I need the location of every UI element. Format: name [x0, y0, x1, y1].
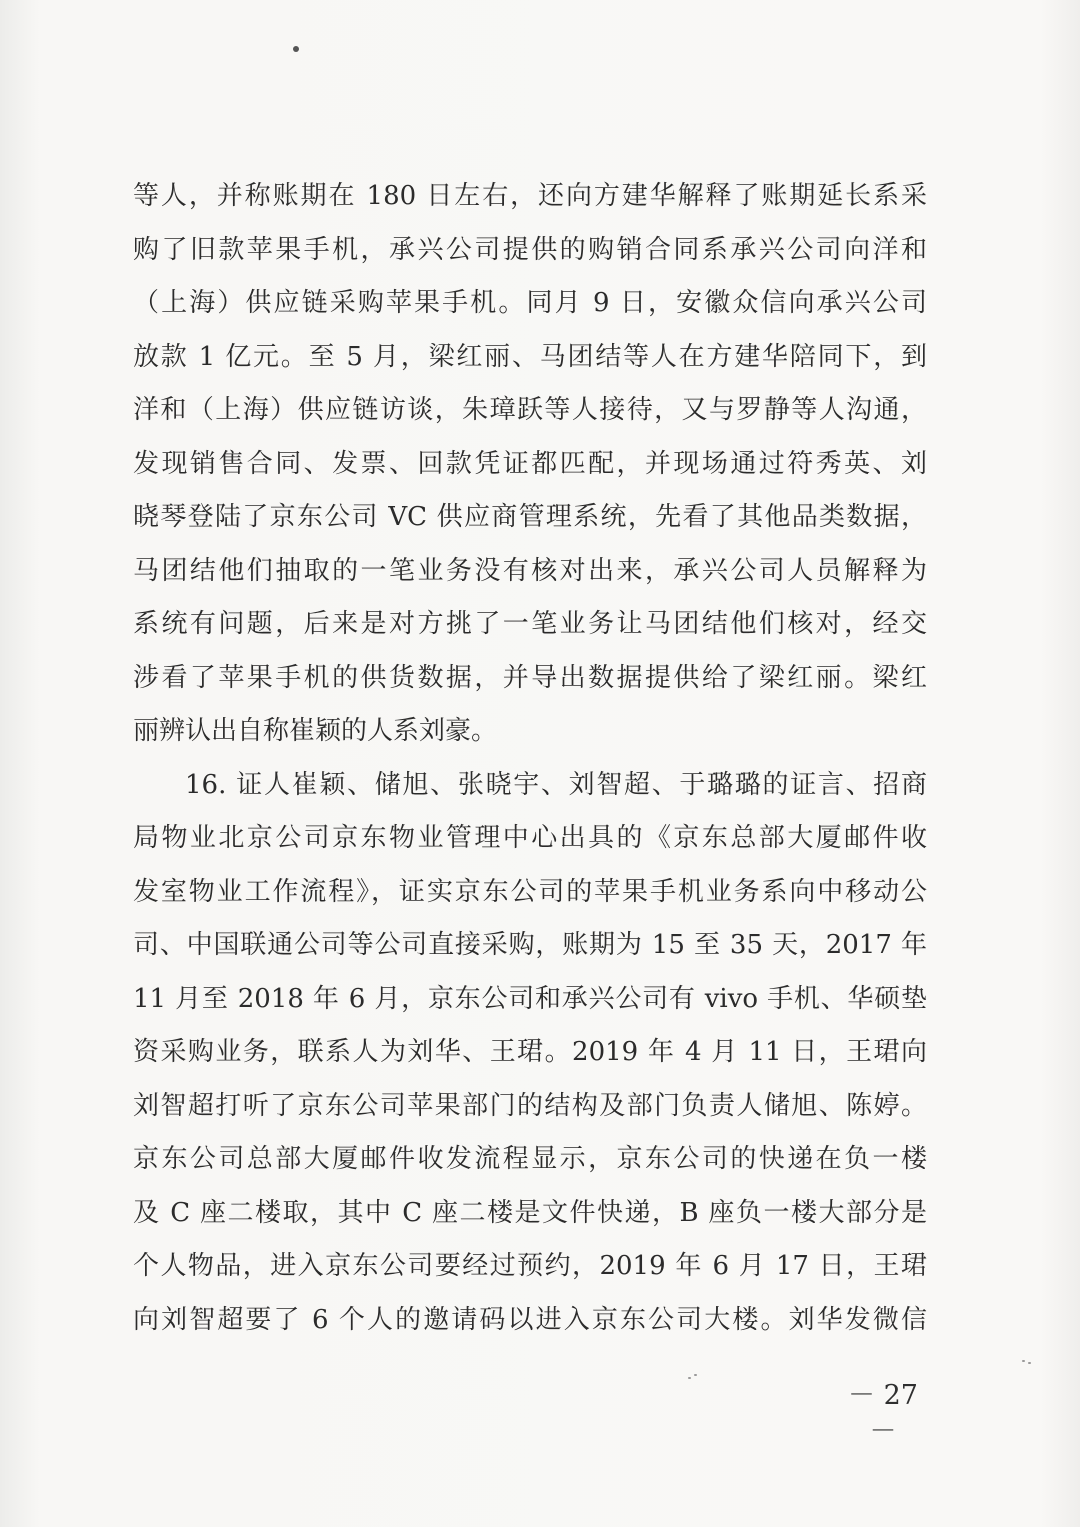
scan-speck — [694, 1374, 697, 1376]
text-line: 刘智超打听了京东公司苹果部门的结构及部门负责人储旭、陈婷。 — [133, 1090, 927, 1121]
text-line: 个人物品，进入京东公司要经过预约，2019 年 6 月 17 日，王珺 — [133, 1251, 927, 1281]
text-line: 向刘智超要了 6 个人的邀请码以进入京东公司大楼。刘华发微信 — [133, 1304, 927, 1335]
text-line: 11 月至 2018 年 6 月，京东公司和承兴公司有 vivo 手机、华硕垫 — [133, 983, 927, 1014]
body-text — [133, 170, 927, 1347]
text-line: 丽辨认出自称崔颖的人系刘豪。 — [133, 716, 498, 746]
text-line: 局物业北京公司京东物业管理中心出具的《京东总部大厦邮件收 — [133, 823, 927, 853]
text-line: 购了旧款苹果手机，承兴公司提供的购销合同系承兴公司向洋和 — [133, 234, 927, 265]
scan-speck — [688, 1377, 691, 1379]
scan-speck — [1028, 1362, 1031, 1364]
paragraph-1 — [133, 170, 927, 759]
scan-dot — [293, 46, 299, 52]
text-line: 司、中国联通公司等公司直接采购，账期为 15 至 35 天，2017 年 — [133, 930, 927, 960]
paragraph-2 — [133, 759, 927, 1348]
page-number: － 27 － — [848, 1380, 918, 1447]
text-line: 发室物业工作流程》，证实京东公司的苹果手机业务系向中移动公 — [133, 876, 927, 907]
text-line: 系统有问题，后来是对方挑了一笔业务让马团结他们核对，经交 — [133, 609, 927, 639]
scan-speck — [1022, 1360, 1025, 1362]
text-line: 洋和（上海）供应链访谈，朱璋跃等人接待，又与罗静等人沟通， — [133, 395, 927, 425]
text-line: 放款 1 亿元。至 5 月，梁红丽、马团结等人在方建华陪同下，到 — [133, 341, 927, 372]
text-line: 及 C 座二楼取，其中 C 座二楼是文件快递，B 座负一楼大部分是 — [133, 1197, 927, 1228]
text-line: 晓琴登陆了京东公司 VC 供应商管理系统，先看了其他品类数据， — [133, 502, 927, 532]
text-line: 马团结他们抽取的一笔业务没有核对出来，承兴公司人员解释为 — [133, 555, 927, 586]
text-line: 资采购业务，联系人为刘华、王珺。2019 年 4 月 11 日，王珺向 — [133, 1037, 927, 1067]
text-line: （上海）供应链采购苹果手机。同月 9 日，安徽众信向承兴公司 — [133, 288, 927, 318]
text-line: 16. 证人崔颖、储旭、张晓宇、刘智超、于璐璐的证言、招商 — [185, 769, 927, 800]
text-line: 涉看了苹果手机的供货数据，并导出数据提供给了梁红丽。梁红 — [133, 662, 927, 693]
text-line: 等人，并称账期在 180 日左右，还向方建华解释了账期延长系采 — [133, 181, 927, 211]
text-line: 京东公司总部大厦邮件收发流程显示，京东公司的快递在负一楼 — [133, 1144, 927, 1174]
text-line: 发现销售合同、发票、回款凭证都匹配，并现场通过符秀英、刘 — [133, 448, 927, 479]
